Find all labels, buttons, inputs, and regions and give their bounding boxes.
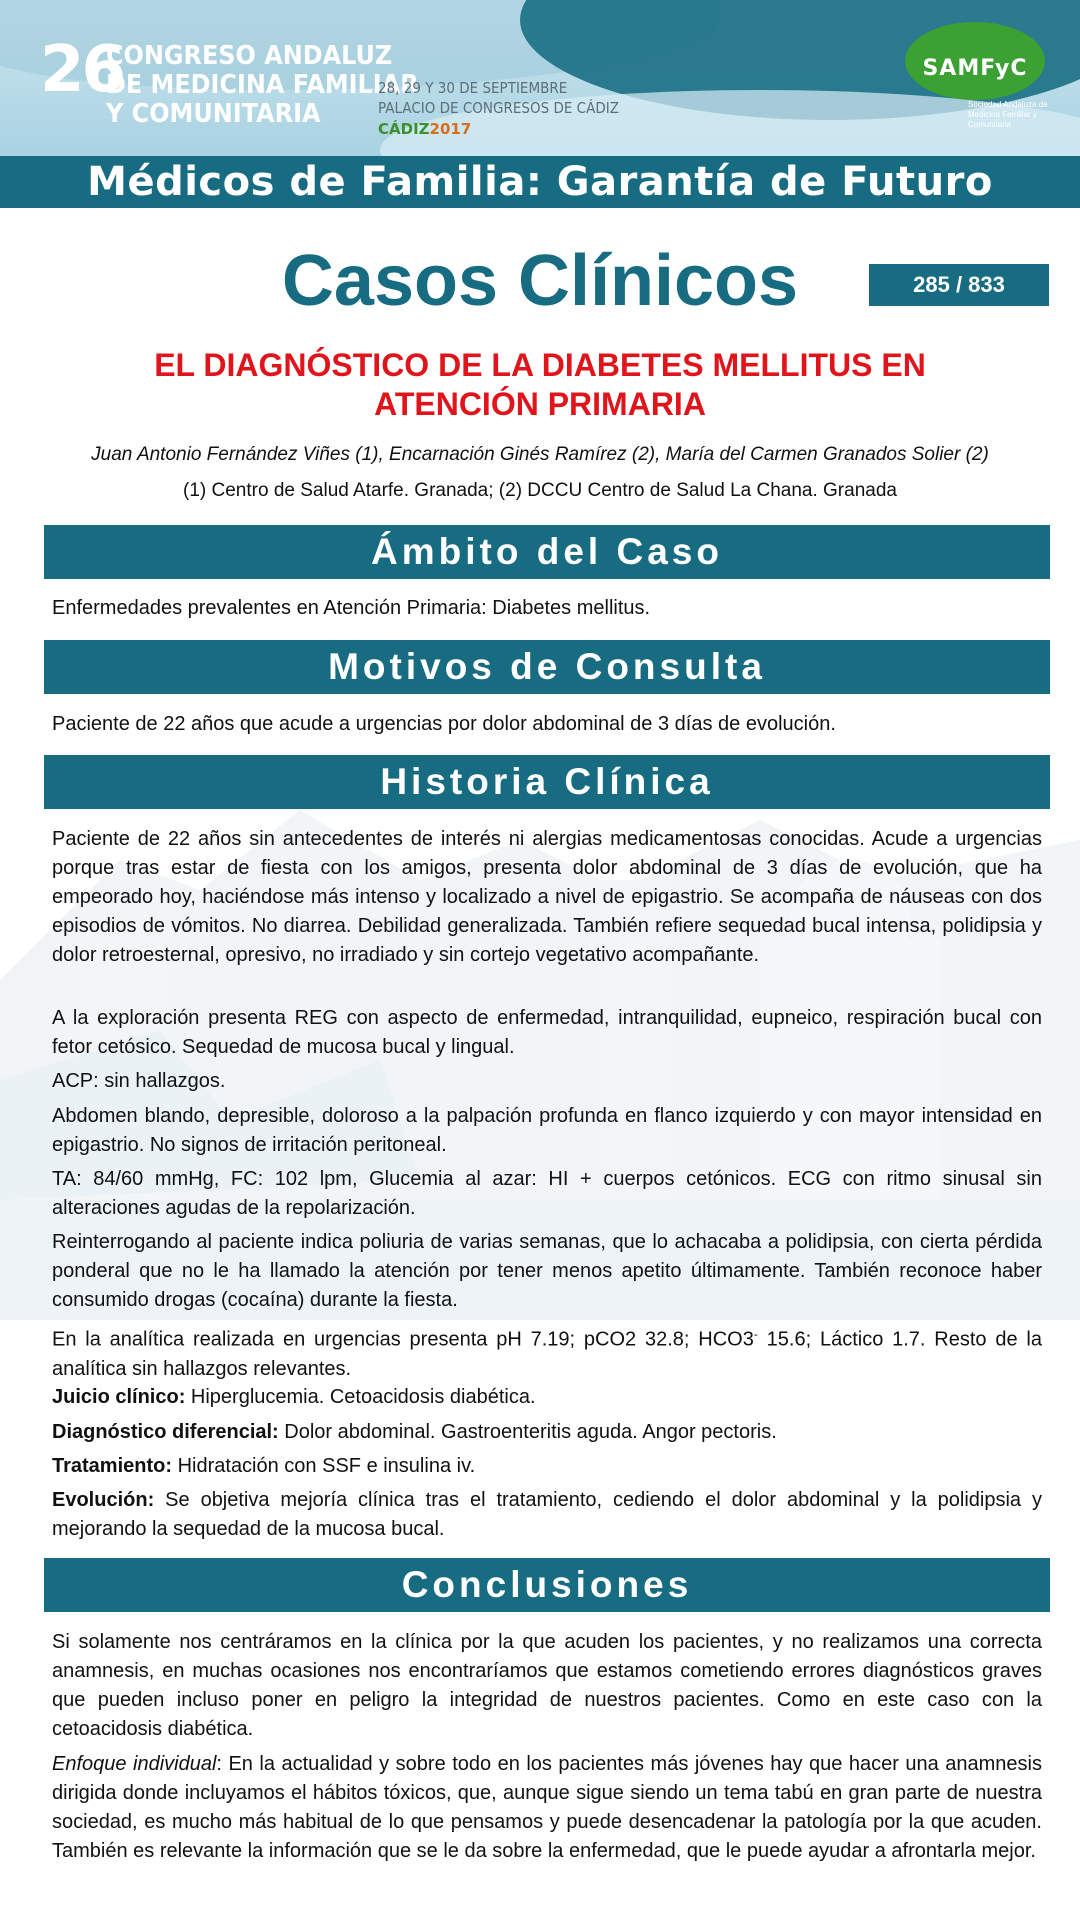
case-title-line: ATENCIÓN PRIMARIA [374, 386, 706, 422]
section-heading-historia: Historia Clínica [44, 755, 1050, 809]
congress-year: 2017 [429, 120, 472, 138]
juicio-clinico [52, 1383, 1042, 1412]
congress-venue: PALACIO DE CONGRESOS DE CÁDIZ [378, 99, 619, 117]
evolucion-label: Evolución: [52, 1489, 155, 1511]
conclusiones-paragraph: Si solamente nos centráramos en la clínica por la que acuden los pacientes, y no realizamos una correcta anamnesis, en muchas ocasiones nos encontraríamos que estamos cometiendo errores diagnósticos graves que pueden incluso poner en peligro la integridad de nuestros pacientes. Como en este caso con la cetoacidosis diabética. [52, 1631, 1042, 1740]
diagnostico-diferencial [52, 1418, 1042, 1447]
historia-paragraph: Abdomen blando, depresible, doloroso a la palpación profunda en flanco izquierdo y con mayor intensidad en epigastrio. No signos de irritación peritoneal. [52, 1105, 1042, 1156]
diferencial-label: Diagnóstico diferencial: [52, 1421, 279, 1443]
congress-number: 26 [40, 33, 124, 107]
page-indicator-badge: 285 / 833 [869, 264, 1049, 306]
enfoque-label: Enfoque individual [52, 1753, 217, 1775]
juicio-label: Juicio clínico: [52, 1386, 186, 1408]
affiliations: (1) Centro de Salud Atarfe. Granada; (2) DCCU Centro de Salud La Chana. Granada [183, 480, 897, 501]
enfoque-individual [52, 1750, 1042, 1866]
page-title: Casos Clínicos [281, 241, 799, 321]
evolucion [52, 1486, 1042, 1544]
slogan-text: Médicos de Familia: Garantía de Futuro [87, 159, 993, 205]
enfoque-text: : En la actualidad y sobre todo en los pacientes más jóvenes hay que hacer una anamnesis dirigida donde incluyamos el hábitos tóxicos, que, aunque sigue siendo un tema tabú en gran parte de nuestra sociedad, es mucho más habitual de lo que pensamos y puede desencadenar la patología por la que acuden. También es relevante la información que se le da sobre la enfermedad, que le puede ayudar a afrontarla mejor. [52, 1753, 1042, 1862]
samfyc-logo-text: SAMFyC [922, 56, 1028, 81]
congress-dates [378, 78, 619, 118]
authors: Juan Antonio Fernández Viñes (1), Encarnación Ginés Ramírez (2), María del Carmen Granados Solier (2) [91, 444, 989, 465]
ambito-text: Enfermedades prevalentes en Atención Primaria: Diabetes mellitus. [52, 597, 651, 619]
juicio-text: Hiperglucemia. Cetoacidosis diabética. [185, 1386, 536, 1408]
historia-paragraph: ACP: sin hallazgos. [52, 1070, 226, 1092]
congress-title-line: CONGRESO ANDALUZ [106, 41, 393, 71]
tratamiento [52, 1452, 1042, 1481]
historia-paragraph: Reinterrogando al paciente indica poliuria de varias semanas, que lo achacaba a polidipsia, con cierta pérdida ponderal que no le ha llamado la atención por tener menos apetito últimamente. También reconoce haber consumido drogas (cocaína) durante la fiesta. [52, 1231, 1042, 1311]
congress-header [0, 0, 1080, 156]
samfyc-logo-subtitle: Sociedad Andaluza de Medicina Familiar y Comunitaria [968, 100, 1048, 129]
historia-paragraph: TA: 84/60 mmHg, FC: 102 lpm, Glucemia al azar: HI + cuerpos cetónicos. ECG con ritmo sinusal sin alteraciones agudas de la repolarización. [52, 1168, 1042, 1219]
tratamiento-label: Tratamiento: [52, 1455, 173, 1477]
congress-title-line: DE MEDICINA FAMILIAR [106, 70, 419, 100]
analitica-text: 15.6; Láctico 1.7. Resto de la analítica sin hallazgos relevantes. [52, 1328, 1043, 1380]
congress-date-text: 28, 29 Y 30 DE SEPTIEMBRE [378, 79, 568, 97]
section-heading-motivos: Motivos de Consulta [44, 640, 1050, 694]
section-heading-ambito: Ámbito del Caso [44, 525, 1050, 579]
historia-analitica [52, 1320, 1042, 1384]
city-name: CÁDIZ [378, 120, 430, 138]
case-title-line: EL DIAGNÓSTICO DE LA DIABETES MELLITUS EN [154, 347, 926, 383]
diferencial-text: Dolor abdominal. Gastroenteritis aguda. Angor pectoris. [278, 1421, 777, 1443]
analitica-text: En la analítica realizada en urgencias presenta pH 7.19; pCO2 32.8; HCO3 [52, 1328, 754, 1351]
case-title [60, 346, 1020, 424]
analitica-superscript: - [753, 1327, 758, 1341]
tratamiento-text: Hidratación con SSF e insulina iv. [172, 1455, 476, 1477]
congress-title-line: Y COMUNITARIA [106, 99, 321, 129]
slogan-banner [0, 156, 1080, 208]
congress-title [106, 41, 419, 129]
evolucion-text: Se objetiva mejoría clínica tras el tratamiento, cediendo el dolor abdominal y la polidipsia y mejorando la sequedad de la mucosa bucal. [52, 1489, 1042, 1540]
section-heading-conclusiones: Conclusiones [44, 1558, 1050, 1612]
congress-city [378, 120, 471, 138]
historia-paragraph: Paciente de 22 años sin antecedentes de interés ni alergias medicamentosas conocidas. Acude a urgencias porque tras estar de fiesta con los amigos, presenta dolor abdominal de 3 días de evolución, que ha empeorado hoy, haciéndose más intenso y localizado a nivel de epigastrio. Se acompaña de náuseas con dos episodios de vómitos. No diarrea. Debilidad generalizada. También refiere sequedad bucal intensa, polidipsia y dolor retroesternal, opresivo, no irradiado y sin cortejo vegetativo acompañante. [52, 828, 1042, 966]
historia-paragraph: A la exploración presenta REG con aspecto de enfermedad, intranquilidad, eupneico, respiración bucal con fetor cetósico. Sequedad de mucosa bucal y lingual. [52, 1007, 1042, 1058]
motivos-text: Paciente de 22 años que acude a urgencias por dolor abdominal de 3 días de evolución. [52, 713, 836, 735]
